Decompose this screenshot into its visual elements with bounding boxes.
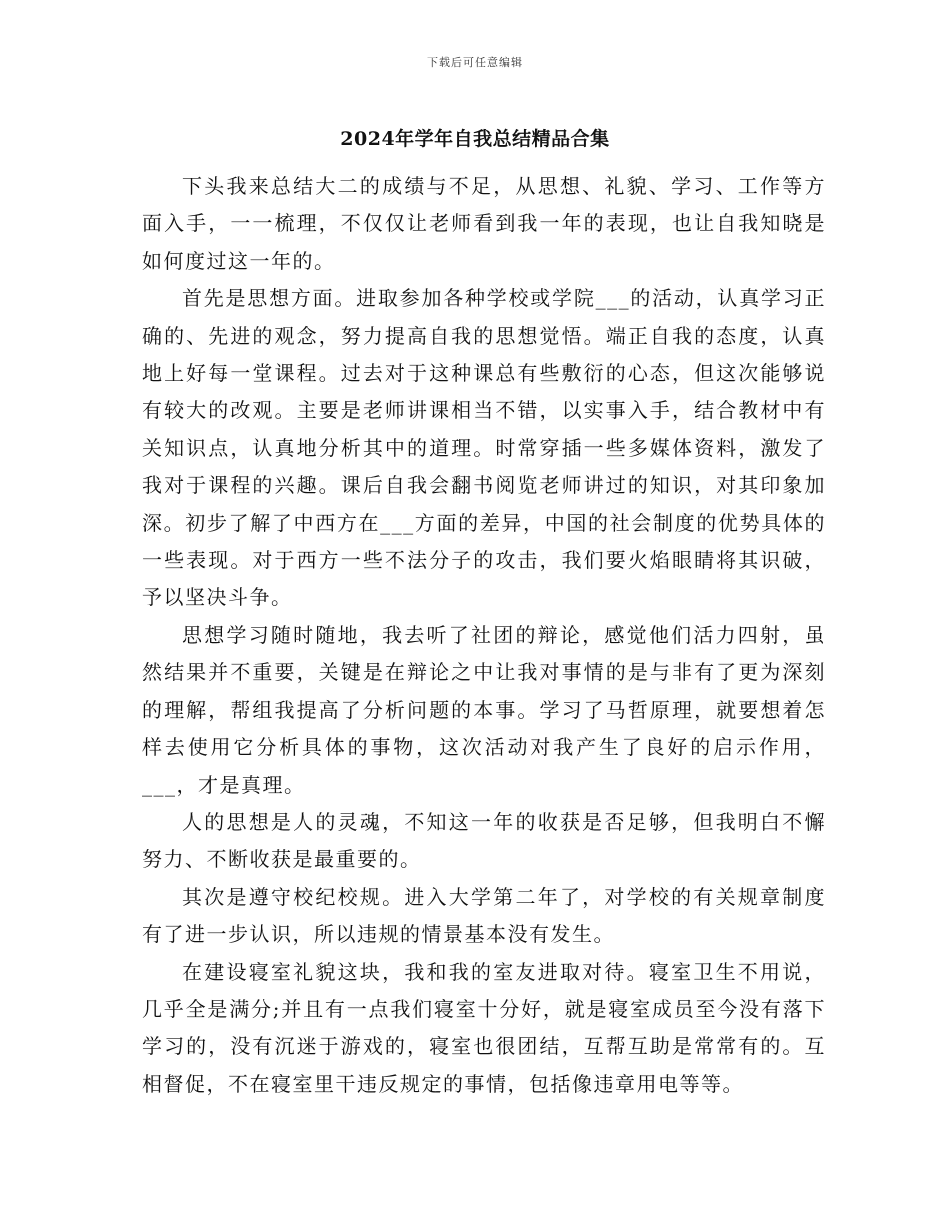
document-body <box>142 168 826 1103</box>
page-header-note: 下载后可任意编辑 <box>427 56 523 69</box>
paragraph-2: 首先是思想方面。进取参加各种学校或学院___的活动，认真学习正确的、先进的观念，努力提高自我的思想觉悟。端正自我的态度，认真地上好每一堂课程。过去对于这种课总有些敷衍的心态，但这次能够说有较大的改观。主要是老师讲课相当不错，以实事入手，结合教材中有关知识点，认真地分析其中的道理。时常穿插一些多媒体资料，激发了我对于课程的兴趣。课后自我会翻书阅览老师讲过的知识，对其印象加深。初步了解了中西方在___方面的差异，中国的社会制度的优势具体的一些表现。对于西方一些不法分子的攻击，我们要火焰眼睛将其识破，予以坚决斗争。 <box>142 286 826 610</box>
paragraph-4: 人的思想是人的灵魂，不知这一年的收获是否足够，但我明白不懈努力、不断收获是最重要的。 <box>142 809 826 872</box>
document-title: 2024年学年自我总结精品合集 <box>340 128 610 150</box>
paragraph-3: 思想学习随时随地，我去听了社团的辩论，感觉他们活力四射，虽然结果并不重要，关键是在辩论之中让我对事情的是与非有了更为深刻的理解，帮组我提高了分析问题的本事。学习了马哲原理，就要想着怎样去使用它分析具体的事物，这次活动对我产生了良好的启示作用，___，才是真理。 <box>142 622 826 797</box>
paragraph-5: 其次是遵守校纪校规。进入大学第二年了，对学校的有关规章制度有了进一步认识，所以违规的情景基本没有发生。 <box>142 884 826 947</box>
paragraph-6: 在建设寝室礼貌这块，我和我的室友进取对待。寝室卫生不用说，几乎全是满分;并且有一点我们寝室十分好，就是寝室成员至今没有落下学习的，没有沉迷于游戏的，寝室也很团结，互帮互助是常常有的。互相督促，不在寝室里干违反规定的事情，包括像违章用电等等。 <box>142 959 826 1096</box>
paragraph-1: 下头我来总结大二的成绩与不足，从思想、礼貌、学习、工作等方面入手，一一梳理，不仅仅让老师看到我一年的表现，也让自我知晓是如何度过这一年的。 <box>142 174 826 273</box>
